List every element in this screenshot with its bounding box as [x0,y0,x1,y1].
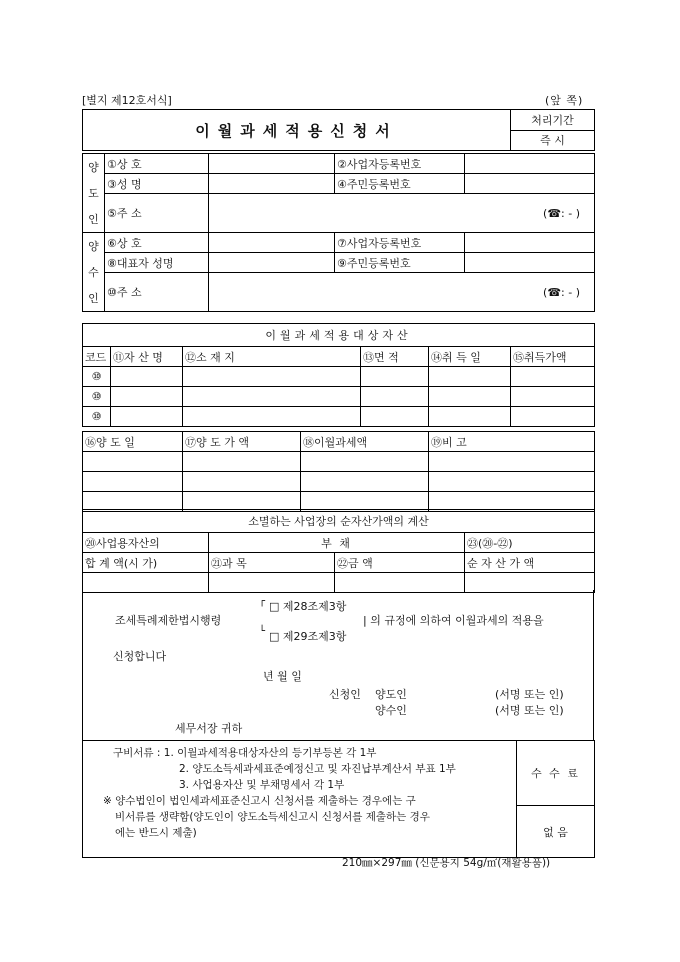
title-table [82,109,595,151]
addressee: 세무서장 귀하 [175,722,243,735]
bracket-bottom: └ [259,626,266,637]
transferee-side-label: 양 수 인 [83,233,105,312]
declaration-text-2: 신청합니다 [113,650,167,663]
law-name: 조세특례제한법시행령 [115,614,222,627]
transferor-rrn-label: ④주민등록번호 [335,174,465,194]
doc-line-5: 비서류를 생략함(양도인이 양도소득세신고시 신청서를 제출하는 경우 [115,811,430,823]
page-side: (앞 쪽) [545,94,584,107]
col-business-assets: ⑳사업용자산의 [83,533,209,553]
asset-code: ⑩ [83,367,111,387]
declaration-block [82,590,594,740]
transferor-name-label: ③성 명 [105,174,209,194]
col-liabilities: 부 채 [209,533,465,553]
col-liability-item: ㉑과 목 [209,553,335,573]
transferor-name-field[interactable] [209,174,335,194]
transfer-table [82,431,595,512]
declaration-text-body: 의 규정에 의하여 이월과세의 적용을 [370,614,544,627]
transferor-trade-name-label: ①상 호 [105,154,209,174]
doc-line-2: 2. 양도소득세과세표준예정신고 및 자진납부계산서 부표 1부 [179,763,456,775]
processing-label: 처리기간 [511,110,595,131]
asset-cell[interactable] [511,367,595,387]
form-number: [별지 제12호서식] [82,94,172,107]
asset-cell[interactable] [429,367,511,387]
transfer-cell[interactable] [183,472,301,492]
asset-cell[interactable] [111,387,183,407]
transferee-address-field[interactable] [209,273,595,312]
asset-table [82,323,595,427]
asset-cell[interactable] [361,367,429,387]
transferee-address-label: ⑩주 소 [105,273,209,312]
transferor-side-label: 양 도 인 [83,154,105,233]
transferor-address-label: ⑤주 소 [105,194,209,233]
sign-transferor[interactable]: (서명 또는 인) [495,688,564,701]
option-art29[interactable]: □ 제29조제3항 [269,630,347,643]
asset-cell[interactable] [111,407,183,427]
transferee-rrn-field[interactable] [465,253,595,273]
col-transfer-price: ⑰양 도 가 액 [183,432,301,452]
transfer-cell[interactable] [301,452,429,472]
paper-spec: 210㎜×297㎜ (신문용지 54g/㎡(재활용품)) [342,857,551,869]
asset-col-name: ⑪자 산 명 [111,347,183,367]
asset-cell[interactable] [429,387,511,407]
processing-value: 즉 시 [511,130,595,151]
asset-cell[interactable] [511,387,595,407]
asset-cell[interactable] [183,367,361,387]
transferor-trade-name-field[interactable] [209,154,335,174]
asset-col-acq-date: ⑭취 득 일 [429,347,511,367]
transferee-rrn-label: ⑨주민등록번호 [335,253,465,273]
asset-col-acq-price: ⑮취득가액 [511,347,595,367]
asset-cell[interactable] [361,387,429,407]
transfer-cell[interactable] [429,472,595,492]
transferee-phone: (☎: - ) [543,285,580,299]
fee-value: 없 음 [517,806,595,858]
netasset-table [82,509,595,593]
doc-line-4: ※ 양수법인이 법인세과세표준신고시 신청서를 제출하는 경우에는 구 [103,795,416,807]
form-title: 이월과세적용신청서 [83,110,511,151]
doc-line-6: 에는 반드시 제출) [115,827,197,839]
transferor-address-field[interactable] [209,194,595,233]
asset-cell[interactable] [111,367,183,387]
netasset-title: 소멸하는 사업장의 순자산가액의 계산 [83,510,595,533]
sign-transferee[interactable]: (서명 또는 인) [495,704,564,717]
col-net-asset-value: 순 자 산 가 액 [465,553,595,573]
asset-section-title: 이월과세적용대상자산 [83,324,595,347]
transfer-row [83,452,595,472]
applicant-label: 신청인 [329,688,361,701]
transferor-bizno-label: ②사업자등록번호 [335,154,465,174]
transferor-label: 양도인 [375,688,407,701]
asset-col-location: ⑫소 재 지 [183,347,361,367]
asset-cell[interactable] [183,407,361,427]
col-carryover-tax: ⑱이월과세액 [301,432,429,452]
asset-row [83,407,595,427]
asset-cell[interactable] [361,407,429,427]
asset-cell[interactable] [511,407,595,427]
documents-table [82,740,595,858]
transferee-rep-field[interactable] [209,253,335,273]
transferee-bizno-field[interactable] [465,233,595,253]
transferor-phone: (☎: - ) [543,206,580,220]
transferee-trade-name-field[interactable] [209,233,335,253]
doc-line-3: 3. 사업용자산 및 부채명세서 각 1부 [179,779,345,791]
asset-row [83,367,595,387]
transferee-rep-label: ⑧대표자 성명 [105,253,209,273]
transferor-rrn-field[interactable] [465,174,595,194]
date-line: 년 월 일 [263,670,302,683]
col-liability-amount: ㉒금 액 [335,553,465,573]
doc-line-1: 구비서류 : 1. 이월과세적용대상자산의 등기부등본 각 1부 [113,747,377,759]
party-table [82,153,595,312]
transferee-trade-name-label: ⑥상 호 [105,233,209,253]
asset-cell[interactable] [429,407,511,427]
asset-col-area: ⑬면 적 [361,347,429,367]
col-business-assets-sub: 합 계 액(시 가) [83,553,209,573]
col-net-asset-formula: ㉓(⑳-㉒) [465,533,595,553]
col-remarks: ⑲비 고 [429,432,595,452]
col-transfer-date: ⑯양 도 일 [83,432,183,452]
transferee-label: 양수인 [375,704,407,717]
transfer-cell[interactable] [429,452,595,472]
transfer-cell[interactable] [301,472,429,492]
transfer-row [83,472,595,492]
transfer-cell[interactable] [83,472,183,492]
asset-code: ⑩ [83,407,111,427]
bracket-top: ┌ [259,596,266,607]
asset-cell[interactable] [183,387,361,407]
fee-label: 수 수 료 [517,741,595,806]
declaration-text: | 의 규정에 의하여 이월과세의 적용을 [363,614,544,627]
transferor-bizno-field[interactable] [465,154,595,174]
option-art28[interactable]: □ 제28조제3항 [269,600,347,613]
required-documents [83,741,517,858]
transfer-cell[interactable] [83,452,183,472]
asset-col-code: 코드 [83,347,111,367]
asset-row [83,387,595,407]
transferee-bizno-label: ⑦사업자등록번호 [335,233,465,253]
asset-code: ⑩ [83,387,111,407]
transfer-cell[interactable] [183,452,301,472]
